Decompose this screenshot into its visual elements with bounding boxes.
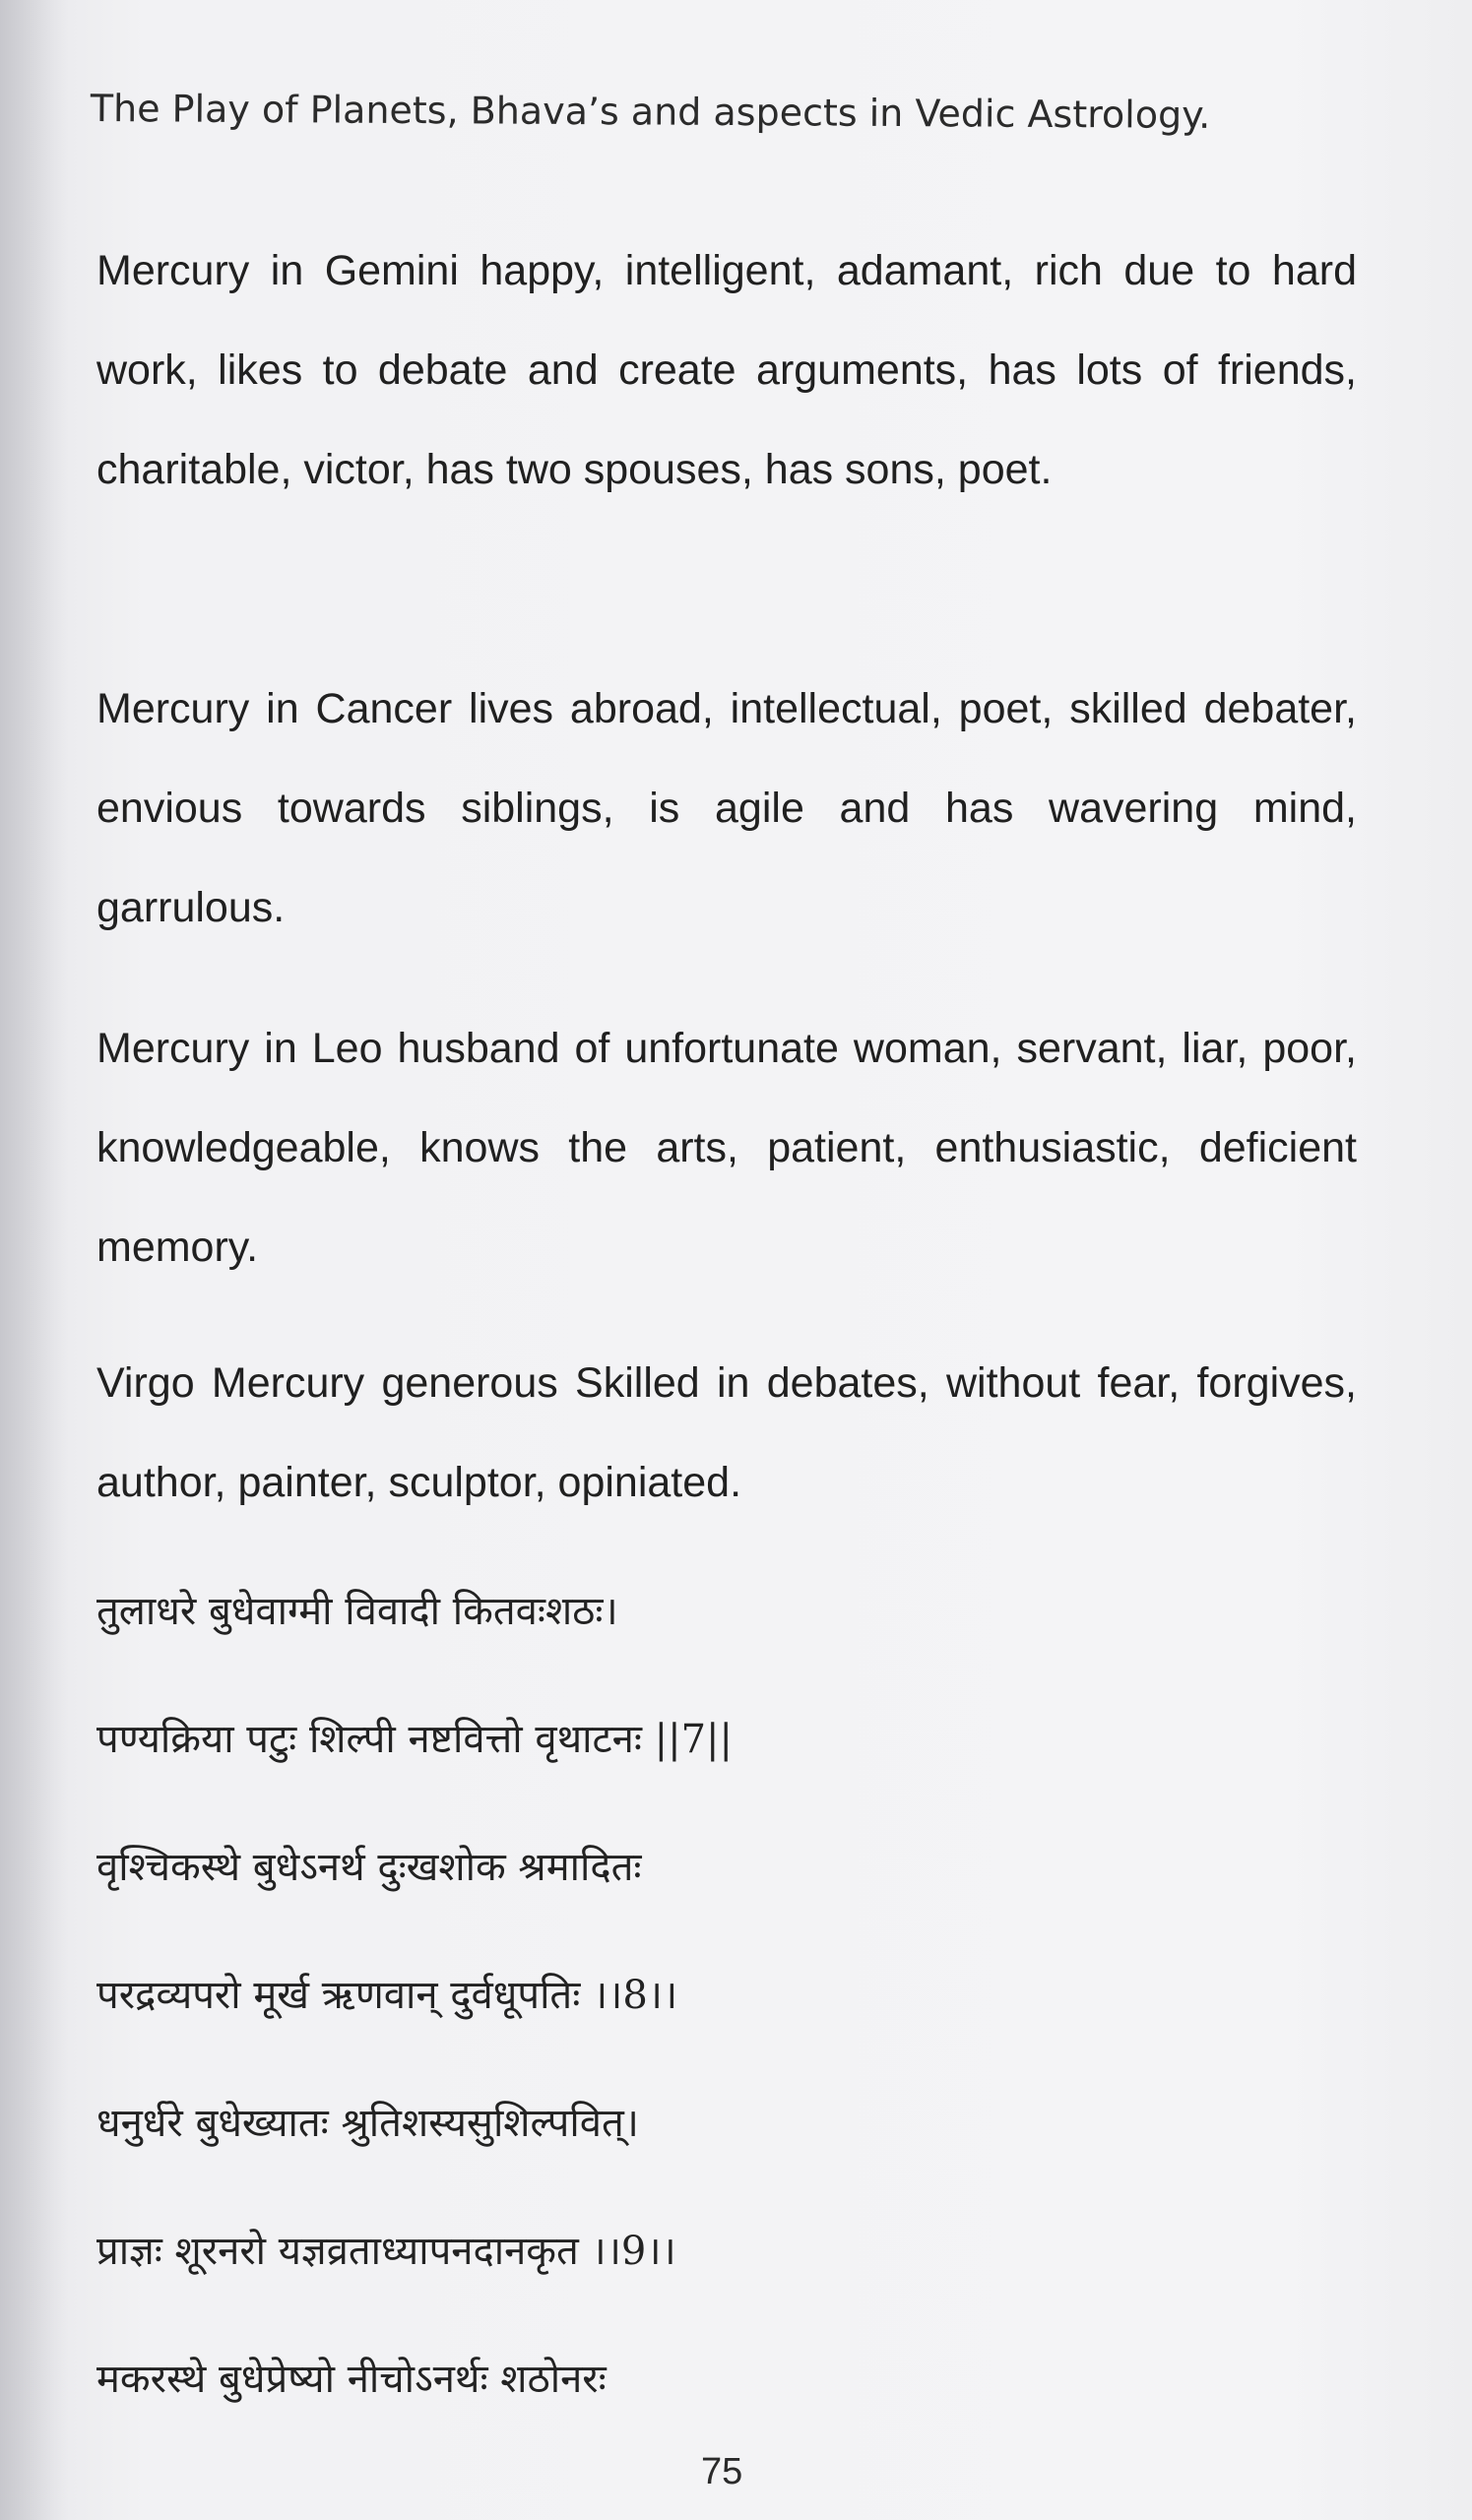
sanskrit-verse-line: मकरस्थे बुधेप्रेष्यो नीचोऽनर्थः शठोनरः xyxy=(96,2357,607,2402)
running-header: The Play of Planets, Bhava’s and aspects in Vedic Astrology. xyxy=(90,87,1211,137)
sanskrit-verse-line: धनुर्धरे बुधेख्यातः श्रुतिशस्यसुशिल्पवित्। xyxy=(96,2101,639,2146)
sanskrit-verse-line: परद्रव्यपरो मूर्ख ऋणवान् दुर्वधूपतिः ।।8।। xyxy=(96,1973,678,2018)
sanskrit-verse-line: प्राज्ञः शूरनरो यज्ञव्रताध्यापनदानकृत ।।9।। xyxy=(96,2229,676,2274)
paragraph-mercury-virgo: Virgo Mercury generous Skilled in debates, without fear, forgives, author, painter, sculptor, opiniated. xyxy=(96,1359,1357,1506)
sanskrit-verse-line: वृश्चिकस्थे बुधेऽनर्थ दुःखशोक श्रमादितः xyxy=(96,1845,642,1890)
page-number: 75 xyxy=(701,2451,743,2492)
sanskrit-verse-line: पण्यक्रिया पटुः शिल्पी नष्टवित्तो वृथाटनः ||7|| xyxy=(96,1717,734,1762)
paragraph-mercury-gemini: Mercury in Gemini happy, intelligent, adamant, rich due to hard work, likes to debate and create arguments, has lots of friends, charitable, victor, has two spouses, has sons, poet. xyxy=(96,247,1357,493)
paragraph-mercury-leo: Mercury in Leo husband of unfortunate woman, servant, liar, poor, knowledgeable, knows the arts, patient, enthusiastic, deficient memory. xyxy=(96,1025,1357,1271)
binding-shadow xyxy=(0,0,69,2520)
sanskrit-verse-line: तुलाधरे बुधेवाग्मी विवादी कितवःशठः। xyxy=(96,1589,618,1634)
paragraph-mercury-cancer: Mercury in Cancer lives abroad, intellectual, poet, skilled debater, envious towards siblings, is agile and has wavering mind, garrulous. xyxy=(96,685,1357,931)
